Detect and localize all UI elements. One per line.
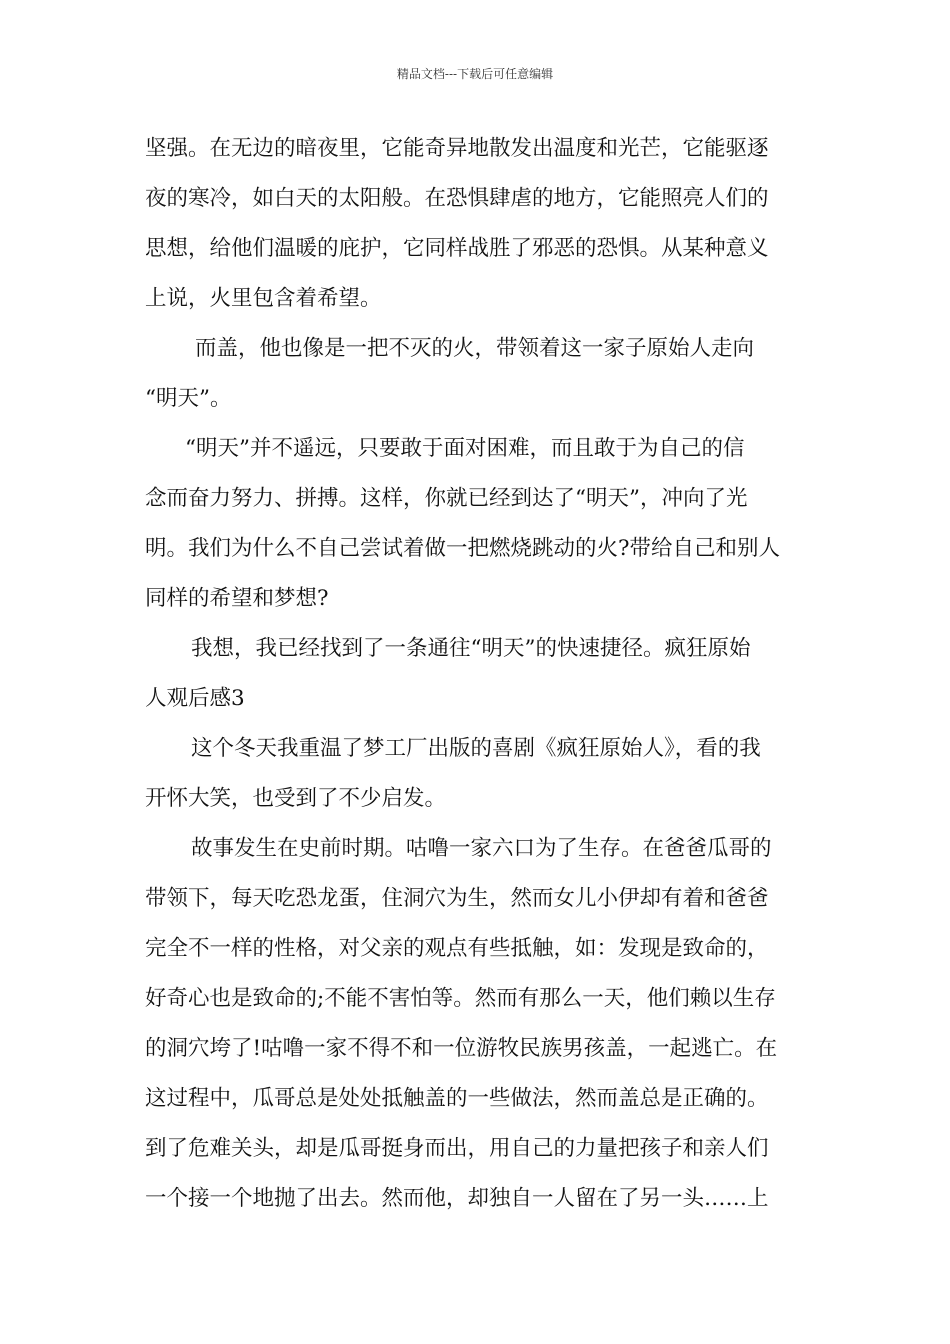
text-line: 的洞穴垮了!咕噜一家不得不和一位游牧民族男孩盖，一起逃亡。在	[145, 1036, 778, 1061]
text-line: 带领下，每天吃恐龙蛋，住洞穴为生，然而女儿小伊却有着和爸爸	[145, 886, 769, 911]
text-line: 这个冬天我重温了梦工厂出版的喜剧《疯狂原始人》，看的我	[191, 736, 761, 761]
text-line: 开怀大笑，也受到了不少启发。	[145, 786, 447, 811]
text-line: 好奇心也是致命的;不能不害怕等。然而有那么一天，他们赖以生存	[145, 986, 776, 1011]
text-line: “明天”。	[145, 386, 232, 411]
text-line: 人观后感3	[145, 686, 245, 711]
text-line: 到了危难关头，却是瓜哥挺身而出，用自己的力量把孩子和亲人们	[145, 1136, 769, 1161]
text-line: 同样的希望和梦想?	[145, 586, 329, 611]
text-line: 一个接一个地抛了出去。然而他，却独自一人留在了另一头……上	[145, 1186, 769, 1211]
page-header: 精品文档---下载后可任意编辑	[396, 67, 554, 81]
text-line: 上说，火里包含着希望。	[145, 286, 382, 311]
text-line: 夜的寒冷，如白天的太阳般。在恐惧肆虐的地方，它能照亮人们的	[145, 186, 769, 211]
text-line: 思想，给他们温暖的庇护，它同样战胜了邪恶的恐惧。从某种意义	[145, 236, 769, 261]
text-line: 我想，我已经找到了一条通往“明天”的快速捷径。疯狂原始	[191, 636, 751, 661]
text-line: 坚强。在无边的暗夜里，它能奇异地散发出温度和光芒，它能驱逐	[145, 136, 769, 161]
text-line: 而盖，他也像是一把不灭的火，带领着这一家子原始人走向	[195, 336, 755, 361]
text-line: 完全不一样的性格，对父亲的观点有些抵触，如：发现是致命的，	[145, 936, 769, 961]
text-line: 这过程中，瓜哥总是处处抵触盖的一些做法，然而盖总是正确的。	[145, 1086, 769, 1111]
text-line: “明天”并不遥远，只要敢于面对困难，而且敢于为自己的信	[185, 436, 745, 461]
text-line: 念而奋力努力、拼搏。这样，你就已经到达了“明天”，冲向了光	[145, 486, 748, 511]
text-line: 故事发生在史前时期。咕噜一家六口为了生存。在爸爸瓜哥的	[191, 836, 772, 861]
text-line: 明。我们为什么不自己尝试着做一把燃烧跳动的火?带给自己和别人	[145, 536, 781, 561]
